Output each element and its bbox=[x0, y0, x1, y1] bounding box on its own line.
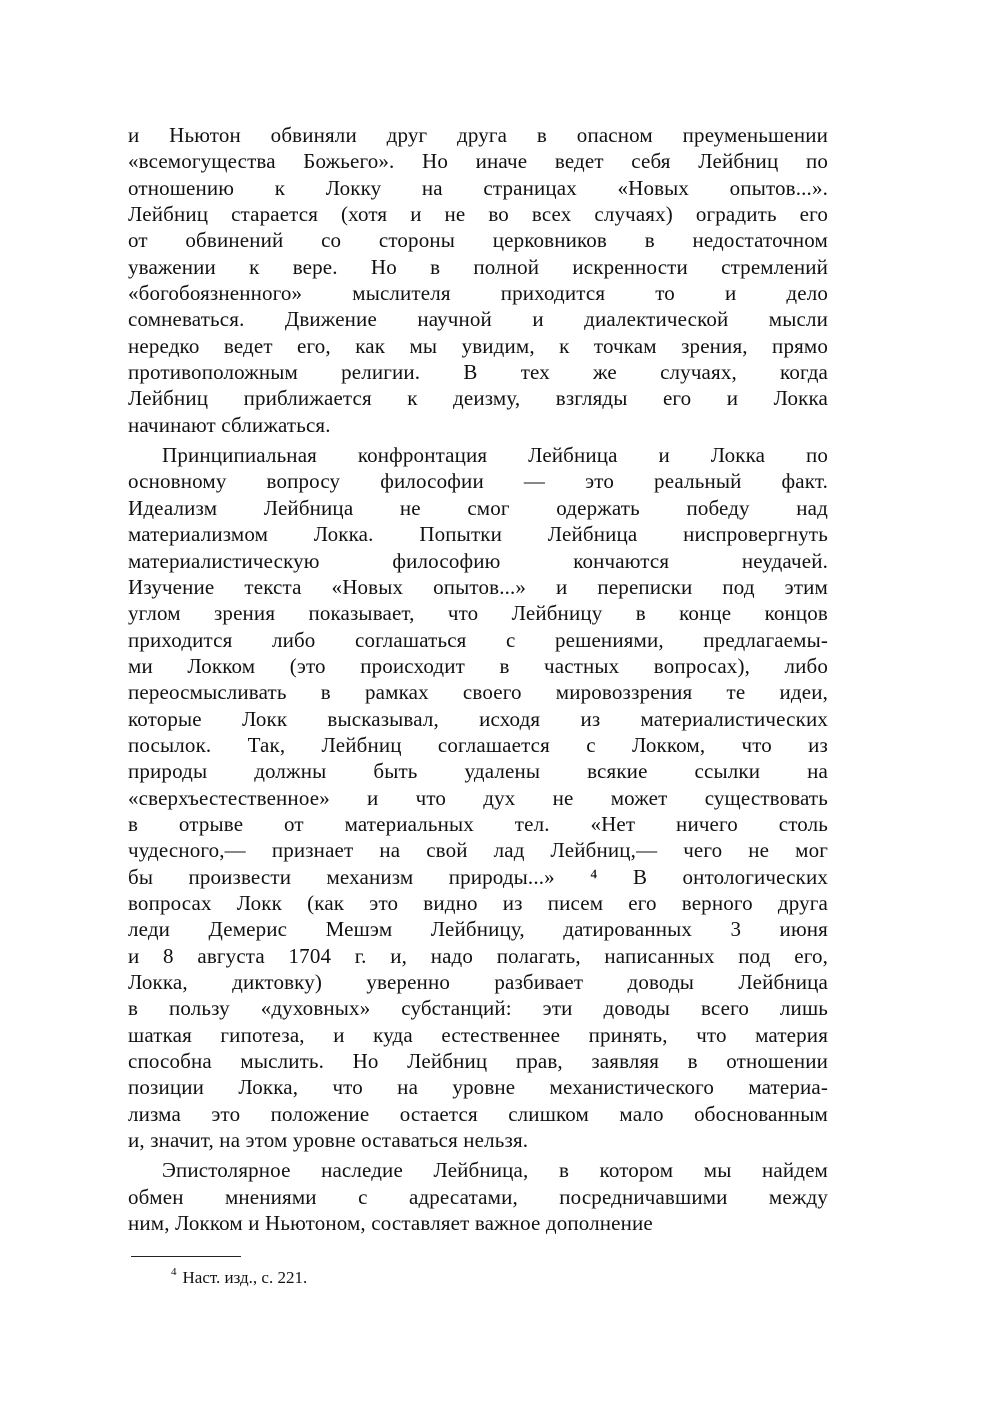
text-line: в отрыве от материальных тел. «Нет ничего столь bbox=[128, 811, 828, 836]
paragraph bbox=[128, 122, 828, 438]
text-line: посылок. Так, Лейбниц соглашается с Локком, что из bbox=[128, 732, 828, 757]
footnote bbox=[171, 1268, 307, 1288]
text-line: лизма это положение остается слишком мало обоснованным bbox=[128, 1101, 828, 1126]
text-line: начинают сближаться. bbox=[128, 412, 331, 437]
text-line: переосмысливать в рамках своего мировоззрения те идеи, bbox=[128, 680, 828, 705]
text-line: отношению к Локку на страницах «Новых опытов...». bbox=[128, 175, 828, 200]
text-line: Локка, диктовку) уверенно разбивает доводы Лейбница bbox=[128, 970, 828, 994]
text-line: материализмом Локка. Попытки Лейбница ниспровергнуть bbox=[128, 522, 828, 547]
text-line: сомневаться. Движение научной и диалектической мысли bbox=[128, 307, 828, 332]
text-line: ним, Локком и Ньютоном, составляет важное дополнение bbox=[128, 1211, 653, 1236]
text-line: материалистическую философию кончаются неудачей. bbox=[128, 548, 828, 573]
text-line: позиции Локка, что на уровне механистического материа- bbox=[128, 1075, 828, 1100]
text-line: углом зрения показывает, что Лейбницу в конце концов bbox=[128, 601, 828, 626]
text-line: от обвинений со стороны церковников в недостаточном bbox=[128, 228, 828, 253]
text-line: бы произвести механизм природы...» ⁴ В онтологических bbox=[128, 864, 828, 889]
text-line: природы должны быть удалены всякие ссылки на bbox=[128, 759, 828, 784]
text-line: противоположным религии. В тех же случаях, когда bbox=[128, 360, 828, 385]
text-line: вопросах Локк (как это видно из писем его верного друга bbox=[128, 890, 828, 915]
text-line: способна мыслить. Но Лейбниц прав, заявляя в отношении bbox=[128, 1049, 828, 1074]
text-line: уважении к вере. Но в полной искренности стремлений bbox=[128, 254, 828, 279]
text-line: Принципиальная конфронтация Лейбница и Локка по bbox=[162, 443, 828, 468]
footnote-text: Наст. изд., с. 221. bbox=[182, 1268, 308, 1287]
text-line: Изучение текста «Новых опытов...» и переписки под этим bbox=[128, 574, 828, 599]
text-line: ми Локком (это происходит в частных вопросах), либо bbox=[128, 653, 828, 678]
text-line: леди Демерис Мешэм Лейбницу, датированных 3 июня bbox=[128, 917, 828, 942]
text-line: Лейбниц приближается к деизму, взгляды его и Локка bbox=[128, 386, 828, 411]
text-line: нередко ведет его, как мы увидим, к точкам зрения, прямо bbox=[128, 333, 828, 358]
text-line: Эпистолярное наследие Лейбница, в котором мы найдем bbox=[162, 1158, 828, 1183]
text-line: «богобоязненного» мыслителя приходится то и дело bbox=[128, 281, 828, 306]
text-line: и, значит, на этом уровне оставаться нельзя. bbox=[128, 1128, 529, 1153]
text-line: «сверхъестественное» и что дух не может существовать bbox=[128, 785, 828, 810]
paragraph bbox=[128, 442, 828, 1153]
footnote-divider bbox=[131, 1256, 241, 1257]
text-line: приходится либо соглашаться с решениями, предлагаемы- bbox=[128, 627, 828, 652]
text-line: и Ньютон обвиняли друг друга в опасном преуменьшении bbox=[128, 123, 828, 147]
text-line: шаткая гипотеза, и куда естественнее принять, что материя bbox=[128, 1022, 828, 1047]
text-line: чудесного,— признает на свой лад Лейбниц,— чего не мог bbox=[128, 838, 828, 863]
text-line: обмен мнениями с адресатами, посредничавшими между bbox=[128, 1184, 828, 1209]
text-line: Лейбниц старается (хотя и не во всех случаях) оградить его bbox=[128, 202, 828, 227]
paragraph bbox=[128, 1157, 828, 1236]
text-line: которые Локк высказывал, исходя из материалистических bbox=[128, 706, 828, 731]
footnote-marker: 4 bbox=[171, 1266, 177, 1278]
text-line: в пользу «духовных» субстанций: эти доводы всего лишь bbox=[128, 996, 828, 1021]
text-line: и 8 августа 1704 г. и, надо полагать, написанных под его, bbox=[128, 943, 828, 968]
page-body bbox=[128, 122, 828, 1236]
text-line: Идеализм Лейбница не смог одержать победу над bbox=[128, 495, 828, 520]
text-line: основному вопросу философии — это реальный факт. bbox=[128, 469, 828, 494]
text-line: «всемогущества Божьего». Но иначе ведет себя Лейбниц по bbox=[128, 149, 828, 174]
